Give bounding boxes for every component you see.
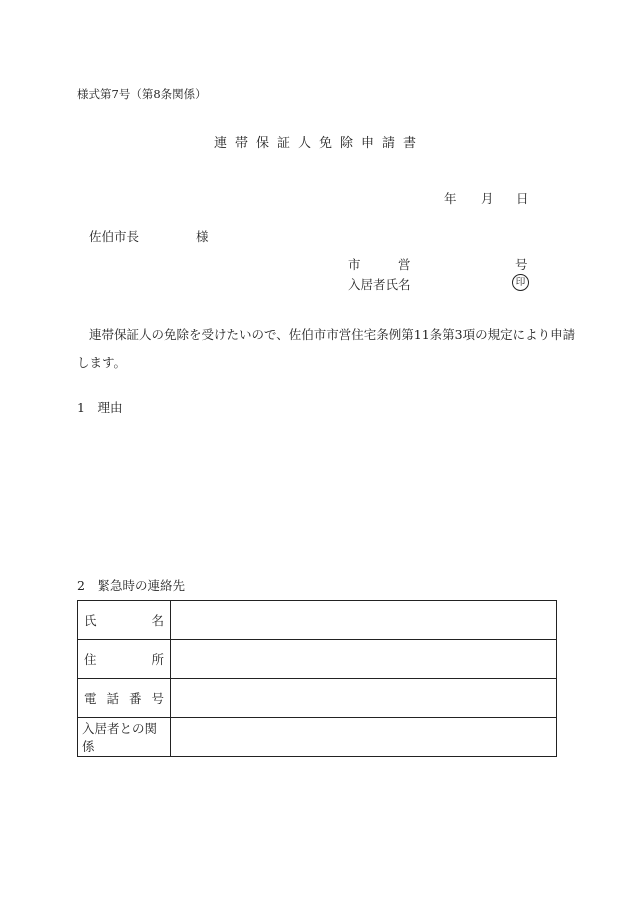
label-char: 名	[151, 613, 164, 628]
date-day-label: 日	[516, 191, 529, 206]
form-number: 様式第7号（第8条関係）	[77, 87, 207, 101]
label-char: 番	[128, 691, 142, 706]
name-label-cell	[78, 601, 171, 640]
table-row	[78, 601, 557, 640]
section-emergency-heading: 2 緊急時の連絡先	[77, 578, 185, 593]
date-month-label: 月	[481, 191, 494, 206]
managed-label: 営	[398, 257, 411, 272]
document-title: 連帯保証人免除申請書	[213, 136, 424, 151]
addressee-name: 佐伯市長	[89, 229, 140, 244]
relationship-label-cell	[78, 718, 171, 757]
resident-name-label: 入居者氏名	[348, 277, 411, 292]
label-char: 住	[84, 652, 97, 667]
addressee-honorific: 様	[196, 229, 209, 244]
seal-mark: 印	[512, 274, 529, 291]
body-text-line-2: します。	[77, 355, 127, 370]
city-label: 市	[348, 257, 361, 272]
section-reason-heading: 1 理由	[77, 400, 123, 415]
phone-value-field[interactable]	[171, 679, 557, 718]
label-char: 話	[106, 691, 119, 706]
body-text-line-1: 連帯保証人の免除を受けたいので、佐伯市市営住宅条例第11条第3項の規定により申請	[89, 327, 576, 342]
label-char: 所	[151, 652, 164, 667]
phone-label-cell	[78, 679, 171, 718]
relationship-value-field[interactable]	[171, 718, 557, 757]
relationship-label: 入居者との関係	[82, 721, 158, 754]
date-year-label: 年	[444, 191, 457, 206]
table-row	[78, 718, 557, 757]
table-row	[78, 640, 557, 679]
name-value-field[interactable]	[171, 601, 557, 640]
address-value-field[interactable]	[171, 640, 557, 679]
label-char: 電	[84, 691, 97, 706]
address-label-cell	[78, 640, 171, 679]
number-label: 号	[515, 257, 528, 272]
label-char: 氏	[84, 613, 97, 628]
label-char: 号	[151, 691, 164, 706]
emergency-contact-table	[77, 600, 557, 757]
table-row	[78, 679, 557, 718]
